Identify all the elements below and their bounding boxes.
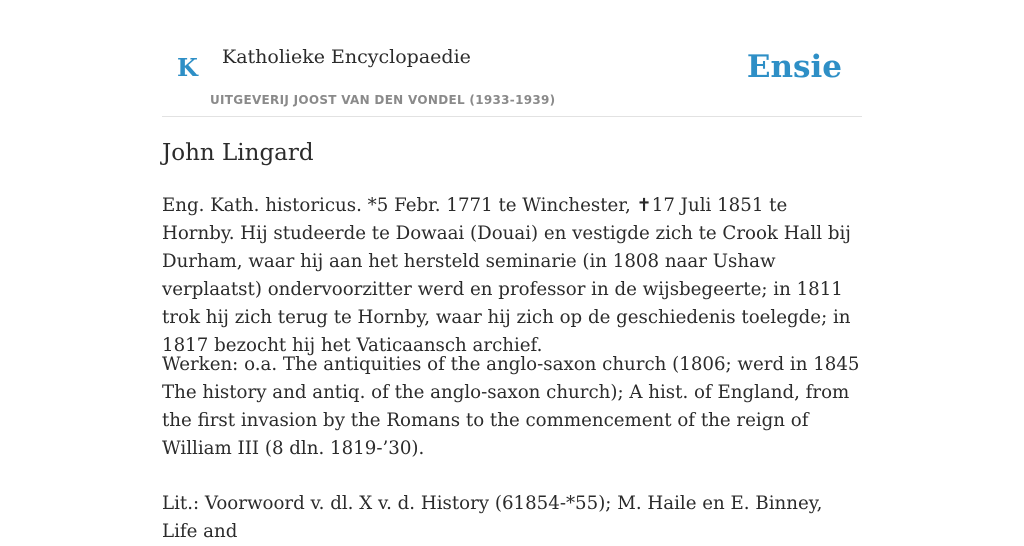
brand-logo[interactable]: Ensie bbox=[746, 49, 842, 85]
site-title[interactable]: Katholieke Encyclopaedie bbox=[222, 46, 471, 68]
site-header bbox=[162, 0, 862, 117]
page bbox=[162, 0, 862, 542]
publisher-label: UITGEVERIJ JOOST VAN DEN VONDEL (1933-1939) bbox=[210, 93, 556, 107]
article-paragraph: Eng. Kath. historicus. *5 Febr. 1771 te Winchester, ✝17 Juli 1851 te Hornby. Hij studeerde te Dowaai (Douai) en vestigde zich te Crook Hall bij Durham, waar hij aan het hersteld seminarie (in 1808 naar Ushaw verplaatst) ondervoorzitter werd en professor in de wijsbegeerte; in 1811 trok hij zich terug te Hornby, waar hij zich op de geschiedenis toelegde; in 1817 bezocht hij het Vaticaansch archief. bbox=[162, 195, 851, 356]
article-paragraph: Werken: o.a. The antiquities of the anglo-saxon church (1806; werd in 1845 The history and antiq. of the anglo-saxon church); A hist. of England, from the first invasion by the Romans to the commencement of the reign of William III (8 dln. 1819-’30). bbox=[162, 354, 860, 459]
article-paragraph: Lit.: Voorwoord v. dl. X v. d. History (61854-*55); M. Haile en E. Binney, Life and bbox=[162, 493, 823, 542]
site-logo-icon[interactable]: K bbox=[177, 53, 198, 82]
article-title: John Lingard bbox=[162, 140, 314, 166]
